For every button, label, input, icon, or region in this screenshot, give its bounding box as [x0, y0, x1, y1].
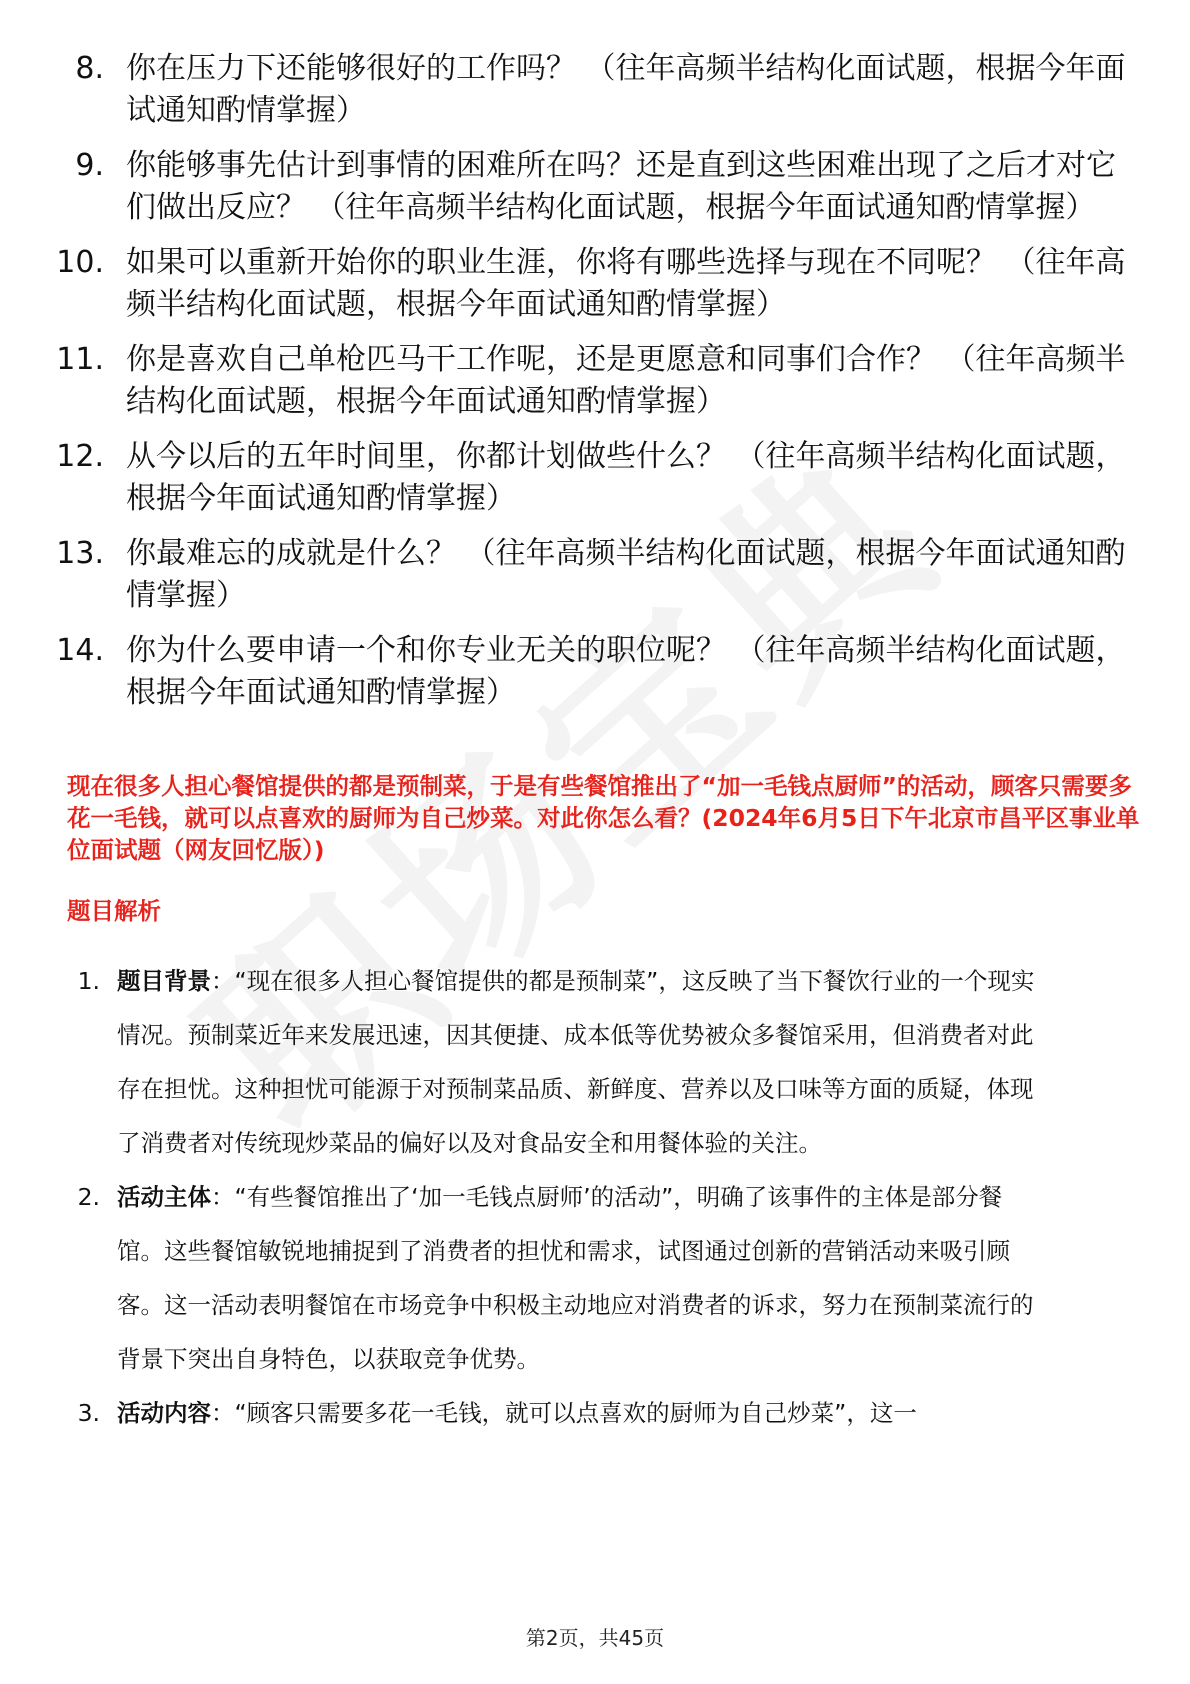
item-body: “有些餐馆推出了‘加一毛钱点厨师’的活动”，明确了该事件的主体是部分餐馆。这些餐馆敏锐地捕捉到了消费者的担忧和需求，试图通过创新的营销活动来吸引顾客。这一活动表明餐馆在市场竞争中积极主动地应对消费者的诉求，努力在预制菜流行的背景下突出自身特色，以获取竞争优势。: [117, 1183, 1034, 1373]
list-item: [0, 48, 1126, 132]
item-body: “现在很多人担心餐馆提供的都是预制菜”，这反映了当下餐饮行业的一个现实情况。预制菜近年来发展迅速，因其便捷、成本低等优势被众多餐馆采用，但消费者对此存在担忧。这种担忧可能源于对预制菜品质、新鲜度、营养以及口味等方面的质疑，体现了消费者对传统现炒菜品的偏好以及对食品安全和用餐体验的关注。: [117, 967, 1035, 1157]
item-number: 2.: [77, 1183, 100, 1211]
item-number: 13.: [56, 536, 104, 571]
item-number: 11.: [56, 342, 104, 377]
item-text: 你为什么要申请一个和你专业无关的职位呢？ （往年高频半结构化面试题，根据今年面试通知酌情掌握）: [126, 633, 1126, 710]
item-title: 活动主体: [117, 1183, 211, 1211]
item-text: 如果可以重新开始你的职业生涯，你将有哪些选择与现在不同呢？ （往年高频半结构化面试题，根据今年面试通知酌情掌握）: [126, 245, 1126, 322]
question-list: [0, 48, 1190, 727]
item-separator: ：: [211, 967, 235, 995]
highlight-question: 现在很多人担心餐馆提供的都是预制菜，于是有些餐馆推出了“加一毛钱点厨师”的活动，顾客只需要多花一毛钱，就可以点喜欢的厨师为自己炒菜。对此你怎么看？(2024年6月5日下午北京市昌平区事业单位面试题（网友回忆版）): [67, 772, 1140, 864]
list-item: [0, 1170, 1035, 1386]
analysis-list: [0, 954, 1190, 1440]
item-text: 你是喜欢自己单枪匹马干工作呢，还是更愿意和同事们合作？ （往年高频半结构化面试题，根据今年面试通知酌情掌握）: [126, 342, 1126, 419]
item-text: 你最难忘的成就是什么？ （往年高频半结构化面试题，根据今年面试通知酌情掌握）: [126, 536, 1126, 613]
list-item: [0, 1386, 1035, 1440]
item-separator: ：: [211, 1183, 235, 1211]
list-item: [0, 436, 1126, 520]
item-number: 3.: [77, 1399, 100, 1427]
list-item: [0, 954, 1035, 1170]
page-footer: 第2页，共45页: [525, 1626, 665, 1650]
item-title: 活动内容: [117, 1399, 211, 1427]
item-separator: ：: [211, 1399, 235, 1427]
item-number: 14.: [56, 633, 104, 668]
analysis-heading: 题目解析: [67, 897, 161, 925]
item-title: 题目背景: [117, 967, 211, 995]
list-item: [0, 242, 1126, 326]
item-body: “顾客只需要多花一毛钱，就可以点喜欢的厨师为自己炒菜”，这一: [234, 1399, 917, 1427]
item-number: 10.: [56, 245, 104, 280]
item-text: 从今以后的五年时间里，你都计划做些什么？ （往年高频半结构化面试题，根据今年面试通知酌情掌握）: [126, 439, 1126, 516]
list-item: [0, 630, 1126, 714]
item-number: 8.: [75, 51, 104, 86]
list-item: [0, 339, 1126, 423]
item-text: 你在压力下还能够很好的工作吗？ （往年高频半结构化面试题，根据今年面试通知酌情掌握）: [126, 51, 1126, 128]
item-number: 12.: [56, 439, 104, 474]
list-item: [0, 145, 1126, 229]
item-number: 1.: [77, 967, 100, 995]
list-item: [0, 533, 1126, 617]
item-number: 9.: [75, 148, 104, 183]
item-text: 你能够事先估计到事情的困难所在吗？还是直到这些困难出现了之后才对它们做出反应？ （往年高频半结构化面试题，根据今年面试通知酌情掌握）: [126, 148, 1116, 225]
